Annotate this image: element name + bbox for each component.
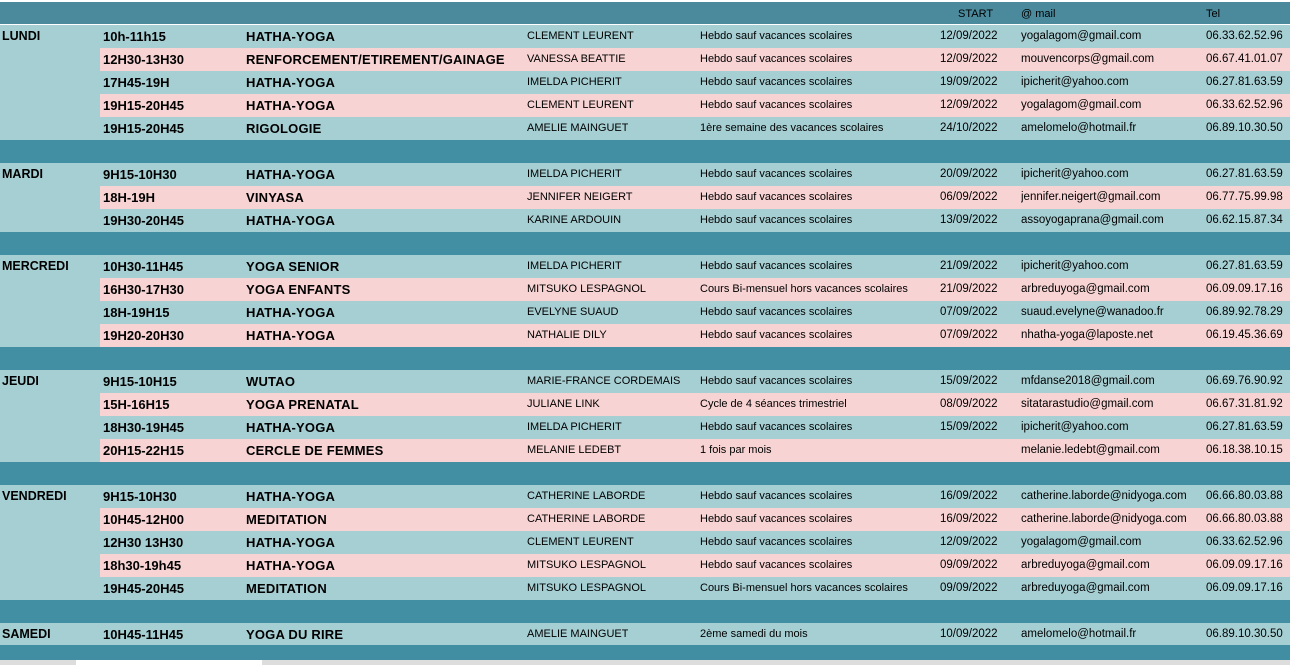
session-email[interactable]: amelomelo@hotmail.fr [1021, 122, 1137, 134]
session-phone[interactable]: 06.67.31.81.92 [1206, 398, 1283, 410]
session-activity[interactable]: HATHA-YOGA [246, 489, 336, 504]
session-email[interactable]: yogalagom@gmail.com [1021, 30, 1142, 42]
session-frequency[interactable]: Hebdo sauf vacances scolaires [700, 513, 853, 525]
session-frequency[interactable]: Hebdo sauf vacances scolaires [700, 490, 853, 502]
session-email[interactable]: ipicherit@yahoo.com [1021, 260, 1129, 272]
session-email[interactable]: arbreduyoga@gmail.com [1021, 559, 1150, 571]
session-frequency[interactable]: Hebdo sauf vacances scolaires [700, 559, 853, 571]
session-time[interactable]: 17H45-19H [103, 75, 170, 90]
session-activity[interactable]: HATHA-YOGA [246, 535, 336, 550]
session-activity[interactable]: HATHA-YOGA [246, 213, 336, 228]
session-teacher[interactable]: AMELIE MAINGUET [527, 628, 629, 640]
session-email[interactable]: arbreduyoga@gmail.com [1021, 582, 1150, 594]
session-frequency[interactable]: Hebdo sauf vacances scolaires [700, 191, 853, 203]
session-start-date[interactable]: 12/09/2022 [940, 30, 998, 42]
session-start-date[interactable]: 10/09/2022 [940, 628, 998, 640]
session-frequency[interactable]: Hebdo sauf vacances scolaires [700, 375, 853, 387]
session-email[interactable]: amelomelo@hotmail.fr [1021, 628, 1137, 640]
session-teacher[interactable]: MITSUKO LESPAGNOL [527, 582, 646, 594]
session-time[interactable]: 9H15-10H30 [103, 167, 177, 182]
session-activity[interactable]: HATHA-YOGA [246, 75, 336, 90]
session-phone[interactable]: 06.33.62.52.96 [1206, 99, 1283, 111]
session-activity[interactable]: CERCLE DE FEMMES [246, 443, 384, 458]
session-start-date[interactable]: 15/09/2022 [940, 375, 998, 387]
session-frequency[interactable]: Hebdo sauf vacances scolaires [700, 99, 853, 111]
session-start-date[interactable]: 16/09/2022 [940, 513, 998, 525]
table-row[interactable] [0, 94, 1290, 117]
session-time[interactable]: 18H30-19H45 [103, 420, 184, 435]
session-time[interactable]: 19H15-20H45 [103, 121, 184, 136]
session-activity[interactable]: YOGA DU RIRE [246, 627, 344, 642]
session-time[interactable]: 10H45-11H45 [103, 627, 184, 642]
session-email[interactable]: arbreduyoga@gmail.com [1021, 283, 1150, 295]
day-column-cell[interactable] [0, 485, 100, 600]
session-activity[interactable]: HATHA-YOGA [246, 305, 336, 320]
table-row[interactable] [0, 439, 1290, 462]
session-time[interactable]: 10H45-12H00 [103, 512, 184, 527]
table-row[interactable] [0, 508, 1290, 531]
session-teacher[interactable]: IMELDA PICHERIT [527, 76, 622, 88]
session-frequency[interactable]: Hebdo sauf vacances scolaires [700, 421, 853, 433]
table-row[interactable] [0, 48, 1290, 71]
session-teacher[interactable]: CLEMENT LEURENT [527, 536, 634, 548]
session-teacher[interactable]: CATHERINE LABORDE [527, 513, 646, 525]
session-activity[interactable]: HATHA-YOGA [246, 558, 336, 573]
session-frequency[interactable]: Hebdo sauf vacances scolaires [700, 30, 853, 42]
day-column-cell[interactable] [0, 370, 100, 462]
session-email[interactable]: sitatarastudio@gmail.com [1021, 398, 1154, 410]
session-start-date[interactable]: 06/09/2022 [940, 191, 998, 203]
separator-row [0, 232, 1290, 255]
separator-row [0, 347, 1290, 370]
table-row[interactable] [0, 71, 1290, 94]
table-row[interactable] [0, 25, 1290, 48]
session-start-date[interactable]: 15/09/2022 [940, 421, 998, 433]
session-time[interactable]: 12H30-13H30 [103, 52, 184, 67]
session-email[interactable]: suaud.evelyne@wanadoo.fr [1021, 306, 1164, 318]
session-frequency[interactable]: Hebdo sauf vacances scolaires [700, 76, 853, 88]
separator-row [0, 462, 1290, 485]
session-time[interactable]: 19H30-20H45 [103, 213, 184, 228]
session-teacher[interactable]: CLEMENT LEURENT [527, 99, 634, 111]
session-time[interactable]: 16H30-17H30 [103, 282, 184, 297]
session-email[interactable]: mfdanse2018@gmail.com [1021, 375, 1155, 387]
day-label: JEUDI [2, 374, 39, 388]
session-activity[interactable]: RIGOLOGIE [246, 121, 322, 136]
session-time[interactable]: 19H45-20H45 [103, 581, 184, 596]
session-start-date[interactable]: 21/09/2022 [940, 283, 998, 295]
session-teacher[interactable]: KARINE ARDOUIN [527, 214, 622, 226]
session-email[interactable]: mouvencorps@gmail.com [1021, 53, 1155, 65]
session-start-date[interactable]: 12/09/2022 [940, 99, 998, 111]
session-time[interactable]: 20H15-22H15 [103, 443, 184, 458]
session-activity[interactable]: MEDITATION [246, 512, 327, 527]
header-tel[interactable]: Tel [1206, 8, 1221, 20]
day-label: SAMEDI [2, 627, 51, 641]
session-phone[interactable]: 06.09.09.17.16 [1206, 559, 1283, 571]
session-frequency[interactable]: Hebdo sauf vacances scolaires [700, 306, 853, 318]
session-start-date[interactable]: 07/09/2022 [940, 306, 998, 318]
day-column-cell[interactable] [0, 255, 100, 347]
session-start-date[interactable]: 21/09/2022 [940, 260, 998, 272]
session-time[interactable]: 15H-16H15 [103, 397, 170, 412]
session-frequency[interactable]: Hebdo sauf vacances scolaires [700, 214, 853, 226]
session-phone[interactable]: 06.89.92.78.29 [1206, 306, 1283, 318]
session-time[interactable]: 9H15-10H15 [103, 374, 177, 389]
session-phone[interactable]: 06.66.80.03.88 [1206, 513, 1283, 525]
table-row[interactable] [0, 485, 1290, 508]
session-teacher[interactable]: JULIANE LINK [527, 398, 600, 410]
day-label: LUNDI [2, 29, 41, 43]
session-teacher[interactable]: AMELIE MAINGUET [527, 122, 629, 134]
session-phone[interactable]: 06.27.81.63.59 [1206, 421, 1283, 433]
session-teacher[interactable]: MITSUKO LESPAGNOL [527, 283, 646, 295]
session-teacher[interactable]: VANESSA BEATTIE [527, 53, 626, 65]
table-row[interactable] [0, 623, 1290, 646]
table-row[interactable] [0, 577, 1290, 600]
table-row[interactable] [0, 324, 1290, 347]
session-phone[interactable]: 06.09.09.17.16 [1206, 582, 1283, 594]
session-teacher[interactable]: JENNIFER NEIGERT [527, 191, 633, 203]
session-activity[interactable]: MEDITATION [246, 581, 327, 596]
session-teacher[interactable]: MELANIE LEDEBT [527, 444, 622, 456]
session-phone[interactable]: 06.33.62.52.96 [1206, 536, 1283, 548]
session-frequency[interactable]: Hebdo sauf vacances scolaires [700, 260, 853, 272]
session-start-date[interactable]: 16/09/2022 [940, 490, 998, 502]
session-teacher[interactable]: MARIE-FRANCE CORDEMAIS [527, 375, 681, 387]
session-phone[interactable]: 06.67.41.01.07 [1206, 53, 1283, 65]
header-row [0, 2, 1290, 24]
session-email[interactable]: nhatha-yoga@laposte.net [1021, 329, 1153, 341]
session-phone[interactable]: 06.19.45.36.69 [1206, 329, 1283, 341]
session-start-date[interactable]: 09/09/2022 [940, 582, 998, 594]
session-frequency[interactable]: Cours Bi-mensuel hors vacances scolaires [700, 283, 908, 295]
session-phone[interactable]: 06.62.15.87.34 [1206, 214, 1283, 226]
session-time[interactable]: 10H30-11H45 [103, 259, 184, 274]
session-start-date[interactable]: 20/09/2022 [940, 168, 998, 180]
session-time[interactable]: 18H-19H15 [103, 305, 170, 320]
session-activity[interactable]: HATHA-YOGA [246, 98, 336, 113]
session-phone[interactable]: 06.27.81.63.59 [1206, 168, 1283, 180]
session-time[interactable]: 18h30-19h45 [103, 558, 182, 573]
session-activity[interactable]: YOGA SENIOR [246, 259, 340, 274]
session-phone[interactable]: 06.27.81.63.59 [1206, 76, 1283, 88]
session-email[interactable]: yogalagom@gmail.com [1021, 99, 1142, 111]
session-frequency[interactable]: Hebdo sauf vacances scolaires [700, 53, 853, 65]
session-email[interactable]: catherine.laborde@nidyoga.com [1021, 490, 1187, 502]
session-phone[interactable]: 06.89.10.30.50 [1206, 628, 1283, 640]
table-row[interactable] [0, 209, 1290, 232]
session-email[interactable]: ipicherit@yahoo.com [1021, 168, 1129, 180]
header-start[interactable]: START [958, 8, 994, 20]
session-teacher[interactable]: CATHERINE LABORDE [527, 490, 646, 502]
session-activity[interactable]: WUTAO [246, 374, 296, 389]
session-teacher[interactable]: IMELDA PICHERIT [527, 168, 622, 180]
day-column-cell[interactable] [0, 25, 100, 140]
session-start-date[interactable]: 13/09/2022 [940, 214, 998, 226]
session-activity[interactable]: RENFORCEMENT/ETIREMENT/GAINAGE [246, 52, 505, 67]
table-row[interactable] [0, 393, 1290, 416]
session-start-date[interactable]: 12/09/2022 [940, 536, 998, 548]
session-email[interactable]: melanie.ledebt@gmail.com [1021, 444, 1160, 456]
session-frequency[interactable]: 2ème samedi du mois [700, 628, 808, 640]
session-start-date[interactable]: 19/09/2022 [940, 76, 998, 88]
session-frequency[interactable]: Hebdo sauf vacances scolaires [700, 536, 853, 548]
session-phone[interactable]: 06.66.80.03.88 [1206, 490, 1283, 502]
session-time[interactable]: 9H15-10H30 [103, 489, 177, 504]
table-row[interactable] [0, 554, 1290, 577]
session-teacher[interactable]: NATHALIE DILY [527, 329, 607, 341]
table-row[interactable] [0, 416, 1290, 439]
session-time[interactable]: 18H-19H [103, 190, 156, 205]
session-teacher[interactable]: EVELYNE SUAUD [527, 306, 619, 318]
session-activity[interactable]: VINYASA [246, 190, 304, 205]
session-time[interactable]: 10h-11h15 [103, 29, 166, 44]
session-activity[interactable]: HATHA-YOGA [246, 29, 336, 44]
session-phone[interactable]: 06.09.09.17.16 [1206, 283, 1283, 295]
table-row[interactable] [0, 301, 1290, 324]
session-phone[interactable]: 06.27.81.63.59 [1206, 260, 1283, 272]
day-label: VENDREDI [2, 489, 67, 503]
session-frequency[interactable]: Hebdo sauf vacances scolaires [700, 329, 853, 341]
session-email[interactable]: ipicherit@yahoo.com [1021, 421, 1129, 433]
separator-row [0, 600, 1290, 623]
session-phone[interactable]: 06.69.76.90.92 [1206, 375, 1283, 387]
sheet-tab[interactable] [76, 660, 262, 665]
table-row[interactable] [0, 117, 1290, 140]
table-row[interactable] [0, 278, 1290, 301]
table-row[interactable] [0, 255, 1290, 278]
session-teacher[interactable]: MITSUKO LESPAGNOL [527, 559, 646, 571]
session-phone[interactable]: 06.89.10.30.50 [1206, 122, 1283, 134]
session-time[interactable]: 19H20-20H30 [103, 328, 184, 343]
session-phone[interactable]: 06.33.62.52.96 [1206, 30, 1283, 42]
table-row[interactable] [0, 370, 1290, 393]
day-label: MERCREDI [2, 259, 69, 273]
session-teacher[interactable]: IMELDA PICHERIT [527, 421, 622, 433]
session-email[interactable]: jennifer.neigert@gmail.com [1021, 191, 1161, 203]
session-start-date[interactable]: 12/09/2022 [940, 53, 998, 65]
session-time[interactable]: 19H15-20H45 [103, 98, 184, 113]
session-email[interactable]: yogalagom@gmail.com [1021, 536, 1142, 548]
table-row[interactable] [0, 531, 1290, 554]
session-start-date[interactable]: 09/09/2022 [940, 559, 998, 571]
day-column-cell[interactable] [0, 623, 100, 646]
session-frequency[interactable]: 1 fois par mois [700, 444, 772, 456]
session-start-date[interactable]: 08/09/2022 [940, 398, 998, 410]
session-teacher[interactable]: CLEMENT LEURENT [527, 30, 634, 42]
session-time[interactable]: 12H30 13H30 [103, 535, 184, 550]
session-phone[interactable]: 06.18.38.10.15 [1206, 444, 1283, 456]
day-column-cell[interactable] [0, 163, 100, 232]
session-email[interactable]: catherine.laborde@nidyoga.com [1021, 513, 1187, 525]
session-activity[interactable]: HATHA-YOGA [246, 328, 336, 343]
session-frequency[interactable]: 1ère semaine des vacances scolaires [700, 122, 884, 134]
session-teacher[interactable]: IMELDA PICHERIT [527, 260, 622, 272]
session-phone[interactable]: 06.77.75.99.98 [1206, 191, 1283, 203]
session-activity[interactable]: HATHA-YOGA [246, 167, 336, 182]
table-row[interactable] [0, 186, 1290, 209]
session-frequency[interactable]: Cycle de 4 séances trimestriel [700, 398, 847, 410]
header-mail[interactable]: @ mail [1021, 8, 1056, 20]
session-frequency[interactable]: Cours Bi-mensuel hors vacances scolaires [700, 582, 908, 594]
separator-row [0, 140, 1290, 163]
table-row[interactable] [0, 163, 1290, 186]
session-start-date[interactable]: 24/10/2022 [940, 122, 998, 134]
session-frequency[interactable]: Hebdo sauf vacances scolaires [700, 168, 853, 180]
session-activity[interactable]: YOGA ENFANTS [246, 282, 351, 297]
day-label: MARDI [2, 167, 43, 181]
session-start-date[interactable]: 07/09/2022 [940, 329, 998, 341]
session-activity[interactable]: YOGA PRENATAL [246, 397, 359, 412]
session-email[interactable]: ipicherit@yahoo.com [1021, 76, 1129, 88]
session-activity[interactable]: HATHA-YOGA [246, 420, 336, 435]
session-email[interactable]: assoyogaprana@gmail.com [1021, 214, 1164, 226]
